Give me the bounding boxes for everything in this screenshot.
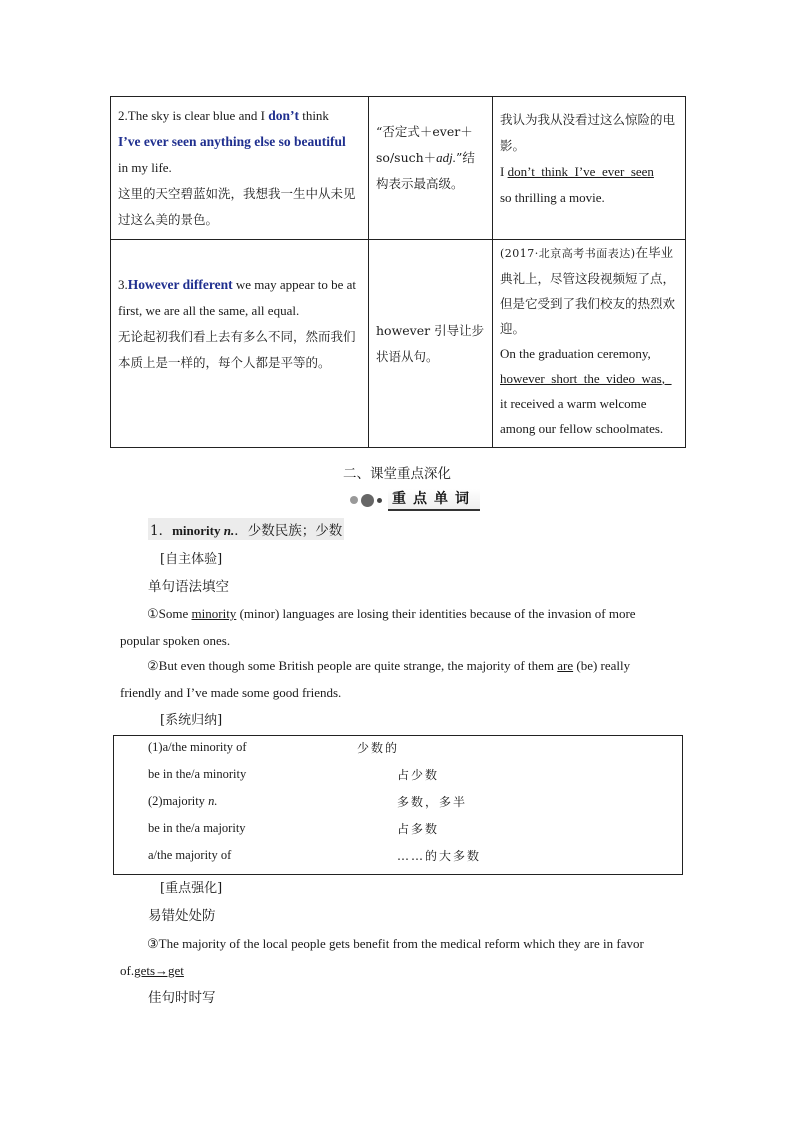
bullet-dot-icon <box>361 494 374 507</box>
summary-box <box>113 735 683 875</box>
table-row <box>111 97 686 240</box>
summary-label: [系统归纳] <box>160 713 223 728</box>
phrase-cn: 少数的 <box>357 741 400 755</box>
section-title: 二、课堂重点深化 <box>343 466 451 482</box>
sentence-text: ③The majority of the local people gets benefit from the medical reform which they are in favor of. <box>120 936 644 978</box>
phrase-en: a/the majority of <box>148 848 232 862</box>
self-experience-label: [自主体验] <box>160 552 223 567</box>
table-row <box>111 240 686 448</box>
exercise-sentence-1 <box>120 600 673 654</box>
phrase-en: (1)a/the minority of <box>148 740 247 754</box>
phrase-en: be in the/a majority <box>148 821 246 835</box>
word-term: minority <box>172 523 221 538</box>
answer-mark: ,_ <box>661 371 672 386</box>
key-strengthen-label: [重点强化] <box>160 881 223 896</box>
bullet-dot-icon <box>350 496 358 504</box>
word-heading: 1．minority n.．少数民族；少数 <box>148 518 344 540</box>
sentence-text: 2.The sky is clear blue and I <box>118 108 269 123</box>
table-cell <box>369 97 493 240</box>
table-cell <box>369 240 493 448</box>
sentence-text: think <box>298 108 329 123</box>
answer-text: however_short_the_video_was <box>500 371 662 386</box>
word-meaning: 少数民族；少数 <box>247 523 343 539</box>
phrase-cn: 占少数 <box>397 768 440 782</box>
chinese-prompt: 我认为我从没看过这么惊险的电影。 <box>500 112 676 153</box>
grammar-note: however 引导让步状语从句。 <box>376 322 485 364</box>
table-cell <box>111 240 369 448</box>
fill-in-label: 单句语法填空 <box>148 579 229 595</box>
phrase-en: be in the/a minority <box>148 767 247 781</box>
sentence-text: On the graduation ceremony, <box>500 346 651 361</box>
exercise-sentence-2 <box>120 652 673 706</box>
phrase-pos: n. <box>208 794 218 808</box>
sentence-text: ①Some <box>147 606 192 621</box>
exercise-sentence-3 <box>120 930 673 984</box>
chinese-translation: 这里的天空碧蓝如洗，我想我一生中从未见过这么美的景色。 <box>118 186 356 227</box>
answer-text: don’t_think_I’ve_ever_seen <box>507 164 654 179</box>
phrase-en: (2)majority <box>148 794 209 808</box>
bold-text: I’ve ever seen anything else so beautiful <box>118 134 346 149</box>
grammar-note-tail: ”结构表示最高级。 <box>376 150 475 191</box>
grammar-note-adj: adj. <box>436 150 457 165</box>
example-table <box>110 96 686 448</box>
bold-text: don’t <box>268 108 299 123</box>
chinese-translation: 无论起初我们看上去有多么不同，然而我们本质上是一样的，每个人都是平等的。 <box>118 329 356 370</box>
sentence-text: 3. <box>118 277 128 292</box>
sentence-text: I <box>500 164 508 179</box>
source-label: (2017·北京高考书面表达) <box>500 247 636 260</box>
phrase-cn: ……的大多数 <box>397 849 482 863</box>
sentence-text: (be) really friendly and I’ve made some good friends. <box>120 658 631 700</box>
answer-text: minority <box>191 606 237 621</box>
bullet-dot-icon <box>377 498 382 503</box>
table-cell <box>493 240 686 448</box>
good-sentence-label: 佳句时时写 <box>148 990 216 1006</box>
chinese-prompt: 在毕业典礼上，尽管这段视频短了点，但是它受到了我们校友的热烈欢迎。 <box>500 245 676 336</box>
key-words-banner <box>350 489 480 511</box>
sentence-text: (minor) languages are losing their identities because of the invasion of more popular spoken ones. <box>120 606 636 648</box>
phrase-cn: 多数，多半 <box>397 795 468 809</box>
bold-text: However different <box>127 277 233 292</box>
error-prevention-label: 易错处处防 <box>148 908 216 924</box>
word-pos: n. <box>220 523 235 538</box>
phrase-cn: 占多数 <box>397 822 440 836</box>
answer-text: gets→get <box>134 963 184 978</box>
table-cell <box>493 97 686 240</box>
sentence-text: so thrilling a movie. <box>500 190 605 205</box>
phrase-en-group <box>148 794 217 809</box>
table-cell <box>111 97 369 240</box>
sentence-text: in my life. <box>118 160 172 175</box>
sentence-text: ②But even though some British people are quite strange, the majority of them <box>147 658 558 673</box>
sentence-text: we may appear to be at first, we are all the same, all equal. <box>118 277 357 318</box>
answer-text: are <box>557 658 574 673</box>
sentence-text: it received a warm welcome among our fellow schoolmates. <box>500 396 664 436</box>
grammar-note: “否定式＋ever＋so/such＋ <box>376 124 473 165</box>
banner-label: 重点单词 <box>388 489 480 511</box>
word-number: 1． <box>150 523 173 539</box>
